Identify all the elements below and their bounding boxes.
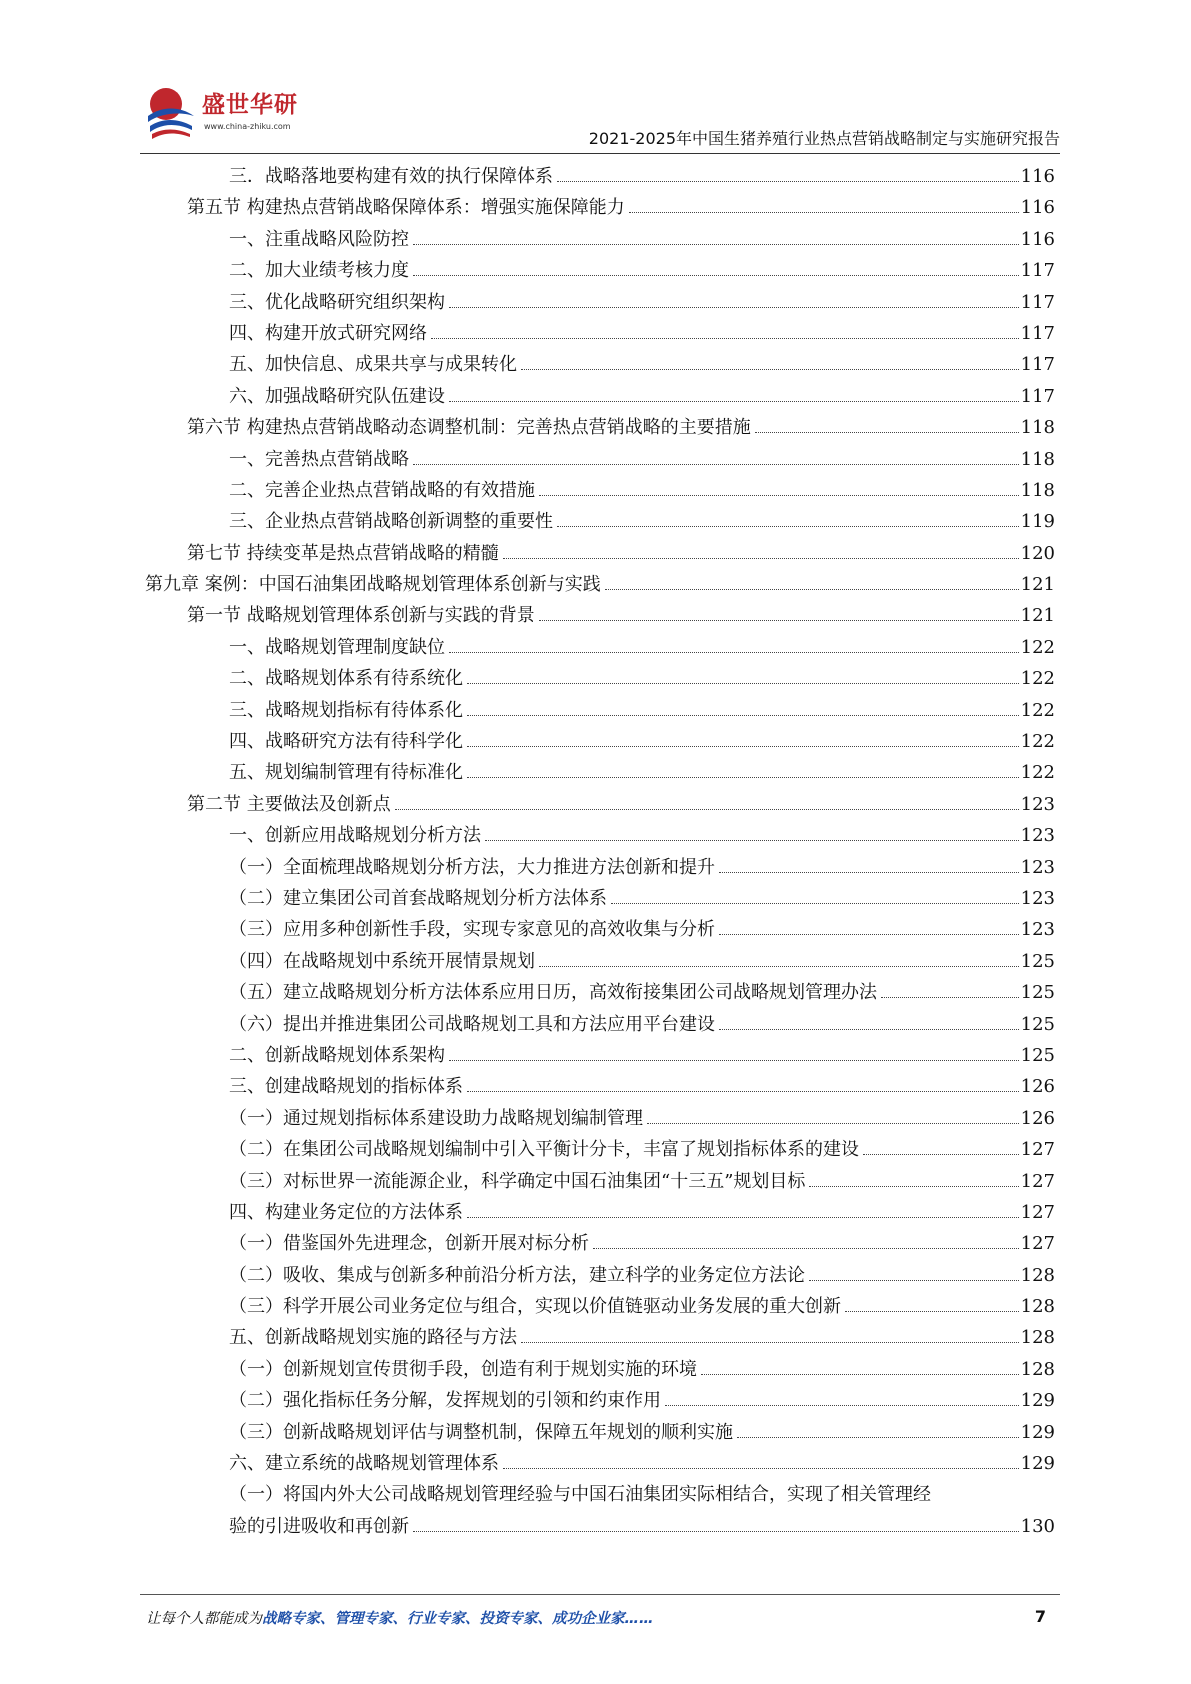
toc-entry-page: 128 [1020, 1358, 1055, 1380]
toc-entry-title: 一、创新应用战略规划分析方法 [229, 825, 481, 847]
toc-entry[interactable] [145, 412, 1055, 443]
toc-entry-page: 118 [1020, 479, 1055, 501]
toc-leader-dots [809, 1185, 1018, 1187]
toc-leader-dots [539, 965, 1019, 967]
toc-entry[interactable] [145, 1009, 1055, 1040]
toc-entry-page: 121 [1020, 574, 1055, 596]
toc-entry-title: （二）建立集团公司首套战略规划分析方法体系 [229, 887, 607, 909]
toc-leader-dots [629, 211, 1019, 213]
toc-leader-dots [719, 871, 1019, 873]
toc-entry-page: 128 [1020, 1327, 1055, 1349]
footer-slogan-prefix: 让每个人都能成为 [146, 1611, 262, 1627]
toc-entry[interactable] [145, 632, 1055, 663]
toc-entry-title: （一）全面梳理战略规划分析方法，大力推进方法创新和提升 [229, 856, 715, 878]
logo [140, 78, 310, 144]
toc-entry-title: （二）强化指标任务分解，发挥规划的引领和约束作用 [229, 1390, 661, 1412]
toc-entry-page: 125 [1020, 982, 1055, 1004]
toc-entry-title: 五、创新战略规划实施的路径与方法 [229, 1327, 517, 1349]
toc-entry-page: 117 [1020, 354, 1055, 376]
toc-entry[interactable] [145, 224, 1055, 255]
page-footer [146, 1607, 1046, 1631]
toc-entry-page: 117 [1020, 385, 1055, 407]
toc-leader-dots [521, 368, 1019, 370]
toc-entry-title: 六、建立系统的战略规划管理体系 [229, 1453, 499, 1475]
toc-leader-dots [539, 619, 1019, 621]
toc-entry[interactable] [145, 820, 1055, 851]
toc-entry[interactable] [145, 883, 1055, 914]
toc-entry[interactable] [145, 1040, 1055, 1071]
toc-entry[interactable] [145, 506, 1055, 537]
toc-entry-page: 117 [1020, 322, 1055, 344]
toc-entry[interactable] [145, 1417, 1055, 1448]
toc-entry-page: 116 [1020, 197, 1055, 219]
toc-entry-title: 五、规划编制管理有待标准化 [229, 762, 463, 784]
toc-entry[interactable] [145, 538, 1055, 569]
toc-entry-title: （二）在集团公司战略规划编制中引入平衡计分卡，丰富了规划指标体系的建设 [229, 1139, 859, 1161]
toc-leader-dots [539, 494, 1019, 496]
toc-leader-dots [413, 243, 1019, 245]
toc-entry[interactable] [145, 287, 1055, 318]
toc-entry-page: 127 [1020, 1201, 1055, 1223]
toc-entry-page: 127 [1020, 1139, 1055, 1161]
page-number: 7 [1034, 1607, 1046, 1626]
toc-entry-title: 二、完善企业热点营销战略的有效措施 [229, 479, 535, 501]
toc-entry[interactable] [145, 946, 1055, 977]
toc-leader-dots [467, 745, 1019, 747]
toc-entry-page: 128 [1020, 1296, 1055, 1318]
toc-entry-page: 118 [1020, 448, 1055, 470]
toc-leader-dots [467, 714, 1019, 716]
toc-entry[interactable] [145, 569, 1055, 600]
toc-entry-title: 第六节 构建热点营销战略动态调整机制：完善热点营销战略的主要措施 [187, 417, 751, 439]
toc-entry-title: 一、完善热点营销战略 [229, 448, 409, 470]
toc-leader-dots [467, 776, 1019, 778]
toc-leader-dots [431, 337, 1019, 339]
toc-entry[interactable] [145, 1291, 1055, 1322]
toc-leader-dots [719, 933, 1019, 935]
toc-entry[interactable] [145, 789, 1055, 820]
toc-entry-title: 第五节 构建热点营销战略保障体系：增强实施保障能力 [187, 197, 625, 219]
toc-entry-title: 四、战略研究方法有待科学化 [229, 731, 463, 753]
toc-leader-dots [701, 1373, 1019, 1375]
toc-entry[interactable] [145, 1071, 1055, 1102]
logo-name: 盛世华研 [202, 92, 298, 118]
toc-entry-page: 123 [1020, 919, 1055, 941]
toc-entry-page: 123 [1020, 793, 1055, 815]
toc-entry-title: （一）借鉴国外先进理念，创新开展对标分析 [229, 1233, 589, 1255]
toc-entry-title: 一、战略规划管理制度缺位 [229, 636, 445, 658]
toc-entry-page: 128 [1020, 1264, 1055, 1286]
toc-leader-dots [449, 1059, 1019, 1061]
toc-entry[interactable] [145, 192, 1055, 223]
toc-entry[interactable] [145, 600, 1055, 631]
toc-leader-dots [647, 1122, 1019, 1124]
toc-entry-title: 三、创建战略规划的指标体系 [229, 1076, 463, 1098]
toc-entry[interactable] [145, 1166, 1055, 1197]
toc-entry-title: 五、加快信息、成果共享与成果转化 [229, 354, 517, 376]
toc-entry[interactable] [145, 757, 1055, 788]
toc-entry-page: 126 [1020, 1076, 1055, 1098]
toc-leader-dots [557, 525, 1019, 527]
toc-leader-dots [413, 463, 1019, 465]
report-title: 2021-2025年中国生猪养殖行业热点营销战略制定与实施研究报告 [588, 129, 1060, 148]
toc-leader-dots [485, 839, 1019, 841]
toc-entry[interactable] [145, 1134, 1055, 1165]
toc-entry[interactable] [145, 255, 1055, 286]
toc-entry-title: （二）吸收、集成与创新多种前沿分析方法，建立科学的业务定位方法论 [229, 1264, 805, 1286]
toc-entry-title: 四、构建业务定位的方法体系 [229, 1201, 463, 1223]
toc-entry-title: （一）将国内外大公司战略规划管理经验与中国石油集团实际相结合，实现了相关管理经 [229, 1484, 931, 1506]
toc-entry-page: 129 [1020, 1453, 1055, 1475]
toc-entry-page: 122 [1020, 731, 1055, 753]
toc-entry-page: 120 [1020, 542, 1055, 564]
toc-leader-dots [845, 1310, 1019, 1312]
toc-leader-dots [863, 1153, 1019, 1155]
toc-entry-title: （三）对标世界一流能源企业，科学确定中国石油集团“十三五”规划目标 [229, 1170, 806, 1192]
toc-entry-page: 125 [1020, 950, 1055, 972]
toc-entry-page: 116 [1020, 166, 1055, 187]
toc-leader-dots [503, 1467, 1019, 1469]
toc-entry[interactable] [145, 318, 1055, 349]
toc-entry-page: 117 [1020, 260, 1055, 282]
toc-entry-title: 第一节 战略规划管理体系创新与实践的背景 [187, 605, 535, 627]
toc-entry-title: 三、战略规划指标有待体系化 [229, 699, 463, 721]
toc-entry-title: 四、构建开放式研究网络 [229, 322, 427, 344]
toc-entry-title: （四）在战略规划中系统开展情景规划 [229, 950, 535, 972]
toc-entry-page: 130 [1020, 1515, 1055, 1537]
logo-url: www.china-zhiku.com [204, 122, 291, 131]
toc-entry[interactable] [145, 1260, 1055, 1291]
toc-entry-page: 119 [1020, 511, 1055, 533]
toc-entry-page: 127 [1020, 1233, 1055, 1255]
toc-entry-title: 三、优化战略研究组织架构 [229, 291, 445, 313]
toc-leader-dots [449, 400, 1019, 402]
toc-entry-page: 123 [1020, 825, 1055, 847]
toc-leader-dots [467, 1216, 1019, 1218]
toc-entry-title: 二、加大业绩考核力度 [229, 260, 409, 282]
toc-entry-title: 第二节 主要做法及创新点 [187, 793, 391, 815]
toc-leader-dots [737, 1436, 1019, 1438]
toc-entry-title: （三）创新战略规划评估与调整机制，保障五年规划的顺利实施 [229, 1421, 733, 1443]
toc-leader-dots [395, 808, 1019, 810]
toc-entry-title-continued: 验的引进吸收和再创新 [229, 1515, 409, 1537]
toc-leader-dots [881, 996, 1019, 998]
toc-entry[interactable] [145, 663, 1055, 694]
toc-entry-page: 126 [1020, 1107, 1055, 1129]
toc-entry-title: （三）应用多种创新性手段，实现专家意见的高效收集与分析 [229, 919, 715, 941]
logo-mark-icon [140, 82, 200, 142]
toc-entry-title: 六、加强战略研究队伍建设 [229, 385, 445, 407]
toc-entry-page: 121 [1020, 605, 1055, 627]
toc-entry[interactable] [145, 726, 1055, 757]
toc-entry-page: 123 [1020, 856, 1055, 878]
toc-leader-dots [809, 1279, 1019, 1281]
toc-entry-title: （六）提出并推进集团公司战略规划工具和方法应用平台建设 [229, 1013, 715, 1035]
toc-entry-title: （三）科学开展公司业务定位与组合，实现以价值链驱动业务发展的重大创新 [229, 1296, 841, 1318]
toc-entry[interactable] [145, 475, 1055, 506]
toc-entry-page: 125 [1020, 1013, 1055, 1035]
table-of-contents [145, 161, 1055, 1542]
toc-leader-dots [467, 1090, 1019, 1092]
toc-entry-page: 125 [1020, 1044, 1055, 1066]
toc-entry-page: 123 [1020, 887, 1055, 909]
toc-entry-title: 第九章 案例：中国石油集团战略规划管理体系创新与实践 [145, 574, 601, 596]
toc-leader-dots [665, 1404, 1019, 1406]
toc-leader-dots [605, 588, 1019, 590]
toc-entry[interactable] [145, 1479, 1055, 1542]
toc-entry[interactable] [145, 1322, 1055, 1353]
toc-entry-page: 122 [1020, 636, 1055, 658]
footer-divider [140, 1594, 1060, 1595]
toc-entry-page: 122 [1020, 699, 1055, 721]
header-divider [140, 153, 1060, 154]
toc-entry-title: 三．战略落地要构建有效的执行保障体系 [229, 166, 553, 187]
toc-leader-dots [413, 1530, 1019, 1532]
toc-leader-dots [449, 651, 1019, 653]
toc-leader-dots [755, 431, 1019, 433]
toc-entry[interactable] [145, 1228, 1055, 1259]
toc-entry-page: 117 [1020, 291, 1055, 313]
toc-entry[interactable] [145, 1354, 1055, 1385]
toc-entry-title: 一、注重战略风险防控 [229, 228, 409, 250]
toc-entry[interactable] [145, 161, 1055, 192]
toc-leader-dots [593, 1247, 1019, 1249]
toc-entry-page: 122 [1020, 668, 1055, 690]
toc-leader-dots [521, 1341, 1019, 1343]
toc-entry[interactable] [145, 695, 1055, 726]
toc-entry-page: 122 [1020, 762, 1055, 784]
toc-entry-page: 129 [1020, 1421, 1055, 1443]
toc-entry[interactable] [145, 1197, 1055, 1228]
page-header [140, 78, 1060, 148]
toc-entry[interactable] [145, 381, 1055, 412]
toc-entry-page: 127 [1020, 1170, 1055, 1192]
toc-entry-title: （一）创新规划宣传贯彻手段，创造有利于规划实施的环境 [229, 1358, 697, 1380]
toc-leader-dots [413, 274, 1019, 276]
toc-entry-title: （五）建立战略规划分析方法体系应用日历，高效衔接集团公司战略规划管理办法 [229, 982, 877, 1004]
toc-entry-title: 第七节 持续变革是热点营销战略的精髓 [187, 542, 499, 564]
toc-entry[interactable] [145, 1448, 1055, 1479]
toc-entry-title: 二、战略规划体系有待系统化 [229, 668, 463, 690]
toc-entry-title: 二、创新战略规划体系架构 [229, 1044, 445, 1066]
toc-leader-dots [557, 180, 1019, 182]
footer-slogan-emphasis: 战略专家、管理专家、行业专家、投资专家、成功企业家…… [262, 1611, 654, 1627]
toc-entry[interactable] [145, 977, 1055, 1008]
toc-entry[interactable] [145, 1103, 1055, 1134]
toc-entry[interactable] [145, 444, 1055, 475]
toc-entry-title: 三、企业热点营销战略创新调整的重要性 [229, 511, 553, 533]
toc-entry[interactable] [145, 1385, 1055, 1416]
toc-leader-dots [611, 902, 1019, 904]
toc-leader-dots [503, 557, 1019, 559]
toc-leader-dots [719, 1028, 1019, 1030]
toc-entry[interactable] [145, 349, 1055, 380]
toc-entry[interactable] [145, 914, 1055, 945]
toc-entry-page: 129 [1020, 1390, 1055, 1412]
toc-leader-dots [467, 682, 1019, 684]
toc-entry[interactable] [145, 852, 1055, 883]
toc-entry-page: 116 [1020, 228, 1055, 250]
toc-entry-title: （一）通过规划指标体系建设助力战略规划编制管理 [229, 1107, 643, 1129]
toc-entry-page: 118 [1020, 417, 1055, 439]
toc-leader-dots [449, 306, 1019, 308]
